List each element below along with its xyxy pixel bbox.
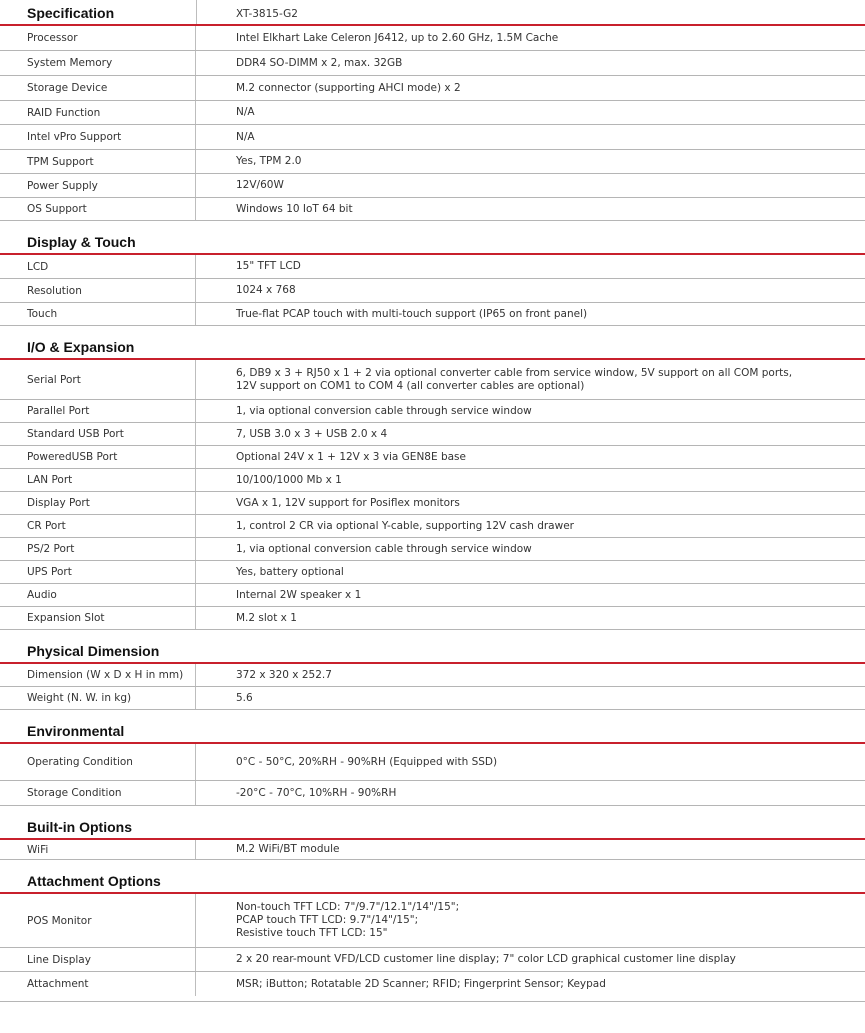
spec-label: Dimension (W x D x H in mm) — [0, 664, 196, 686]
spec-value: N/A — [236, 106, 255, 118]
section-io — [0, 360, 865, 630]
spec-row — [0, 538, 865, 561]
table-end-rule — [0, 1001, 865, 1002]
spec-value: MSR; iButton; Rotatable 2D Scanner; RFID; Fingerprint Sensor; Keypad — [236, 977, 606, 990]
spec-label: Weight (N. W. in kg) — [0, 687, 196, 709]
spec-label: Attachment — [0, 972, 196, 996]
spec-value: Yes, TPM 2.0 — [236, 155, 302, 167]
spec-label: Intel vPro Support — [0, 125, 196, 149]
section-system — [0, 26, 865, 221]
section-title: Environmental — [27, 723, 125, 739]
section-display — [0, 255, 865, 326]
section-title: Physical Dimension — [27, 643, 160, 659]
spec-value: Internal 2W speaker x 1 — [236, 588, 362, 601]
spec-value: 6, DB9 x 3 + RJ50 x 1 + 2 via optional converter cable from service window, 5V support on all COM ports, 12V support on COM1 to COM 4 (all converter cables are optional) — [236, 366, 793, 392]
spec-label: Display Port — [0, 492, 196, 514]
spec-title: Specification — [27, 5, 115, 21]
section-header-environment — [0, 720, 865, 744]
spec-label: PS/2 Port — [0, 538, 196, 560]
spec-label: OS Support — [0, 198, 196, 220]
spec-row — [0, 840, 865, 860]
spec-row — [0, 125, 865, 150]
section-title: Display & Touch — [27, 234, 136, 250]
spec-value: N/A — [236, 130, 255, 143]
spec-value: 1, via optional conversion cable through service window — [236, 542, 532, 555]
spec-label: WiFi — [0, 840, 196, 859]
spec-value: 372 x 320 x 252.7 — [236, 668, 332, 681]
spec-row — [0, 150, 865, 174]
spec-label: Audio — [0, 584, 196, 606]
spec-label: Resolution — [0, 279, 196, 302]
section-header-display — [0, 231, 865, 255]
section-environment — [0, 744, 865, 806]
spec-value: 10/100/1000 Mb x 1 — [236, 473, 342, 486]
spec-value: 7, USB 3.0 x 3 + USB 2.0 x 4 — [236, 427, 388, 440]
spec-label: Power Supply — [0, 174, 196, 197]
spec-value: Windows 10 IoT 64 bit — [236, 202, 353, 215]
spec-row — [0, 51, 865, 76]
spec-label: RAID Function — [0, 101, 196, 124]
spec-row — [0, 607, 865, 630]
spec-value: DDR4 SO-DIMM x 2, max. 32GB — [236, 56, 403, 69]
section-title: Attachment Options — [27, 873, 161, 889]
spec-label: Standard USB Port — [0, 423, 196, 445]
spec-value: 0°C - 50°C, 20%RH - 90%RH (Equipped with SSD) — [236, 755, 498, 768]
spec-value: 1024 x 768 — [236, 284, 296, 296]
spec-value: 5.6 — [236, 691, 253, 704]
spec-row — [0, 894, 865, 948]
section-builtin — [0, 840, 865, 860]
spec-row — [0, 174, 865, 198]
spec-label: Touch — [0, 303, 196, 325]
spec-value: Non-touch TFT LCD: 7"/9.7"/12.1"/14"/15"; PCAP touch TFT LCD: 9.7"/14"/15"; Resistive touch TFT LCD: 15" — [236, 901, 460, 939]
spec-value: 1, via optional conversion cable through service window — [236, 404, 532, 417]
spec-label: PoweredUSB Port — [0, 446, 196, 468]
spec-label: System Memory — [0, 51, 196, 75]
spec-row — [0, 744, 865, 781]
spec-value: 15" TFT LCD — [236, 260, 301, 272]
spec-label: Storage Condition — [0, 781, 196, 805]
spec-row — [0, 972, 865, 996]
spec-row — [0, 687, 865, 710]
spec-value: True-flat PCAP touch with multi-touch support (IP65 on front panel) — [236, 307, 588, 320]
spec-row — [0, 781, 865, 806]
spec-header — [0, 0, 865, 26]
spec-row — [0, 360, 865, 400]
spec-label: LCD — [0, 255, 196, 278]
spec-value: -20°C - 70°C, 10%RH - 90%RH — [236, 786, 397, 799]
spec-value: Intel Elkhart Lake Celeron J6412, up to 2.60 GHz, 1.5M Cache — [236, 31, 559, 44]
spec-row — [0, 664, 865, 687]
spec-value: 12V/60W — [236, 179, 284, 191]
spec-label: Processor — [0, 26, 196, 50]
spec-row — [0, 26, 865, 51]
spec-label: UPS Port — [0, 561, 196, 583]
section-physical — [0, 664, 865, 710]
spec-row — [0, 446, 865, 469]
spec-row — [0, 255, 865, 279]
column-divider — [196, 0, 197, 24]
spec-row — [0, 101, 865, 125]
section-attachment — [0, 894, 865, 996]
spec-label: POS Monitor — [0, 894, 196, 947]
spec-row — [0, 561, 865, 584]
model-number: XT-3815-G2 — [236, 8, 298, 20]
spec-label: CR Port — [0, 515, 196, 537]
spec-row — [0, 423, 865, 446]
spec-row — [0, 279, 865, 303]
spec-value: M.2 connector (supporting AHCI mode) x 2 — [236, 81, 461, 94]
spec-value: Optional 24V x 1 + 12V x 3 via GEN8E base — [236, 450, 466, 463]
spec-label: Storage Device — [0, 76, 196, 100]
section-header-builtin — [0, 816, 865, 840]
section-header-attachment — [0, 870, 865, 894]
spec-label: TPM Support — [0, 150, 196, 173]
spec-label: Serial Port — [0, 360, 196, 399]
spec-label: LAN Port — [0, 469, 196, 491]
spec-label: Line Display — [0, 948, 196, 971]
spec-value: 2 x 20 rear-mount VFD/LCD customer line display; 7" color LCD graphical customer line display — [236, 953, 736, 965]
spec-row — [0, 400, 865, 423]
section-title: I/O & Expansion — [27, 339, 135, 355]
spec-value: 1, control 2 CR via optional Y-cable, supporting 12V cash drawer — [236, 519, 574, 532]
spec-row — [0, 469, 865, 492]
spec-row — [0, 198, 865, 221]
spec-value: M.2 slot x 1 — [236, 611, 297, 624]
spec-value: VGA x 1, 12V support for Posiflex monitors — [236, 496, 460, 509]
section-header-io — [0, 336, 865, 360]
section-title: Built-in Options — [27, 819, 132, 835]
spec-row — [0, 303, 865, 326]
spec-row — [0, 948, 865, 972]
spec-value: M.2 WiFi/BT module — [236, 843, 340, 855]
section-header-physical — [0, 640, 865, 664]
spec-row — [0, 492, 865, 515]
spec-row — [0, 515, 865, 538]
spec-label: Expansion Slot — [0, 607, 196, 629]
spec-label: Parallel Port — [0, 400, 196, 422]
spec-value: Yes, battery optional — [236, 565, 344, 578]
spec-row — [0, 76, 865, 101]
spec-row — [0, 584, 865, 607]
spec-label: Operating Condition — [0, 744, 196, 780]
